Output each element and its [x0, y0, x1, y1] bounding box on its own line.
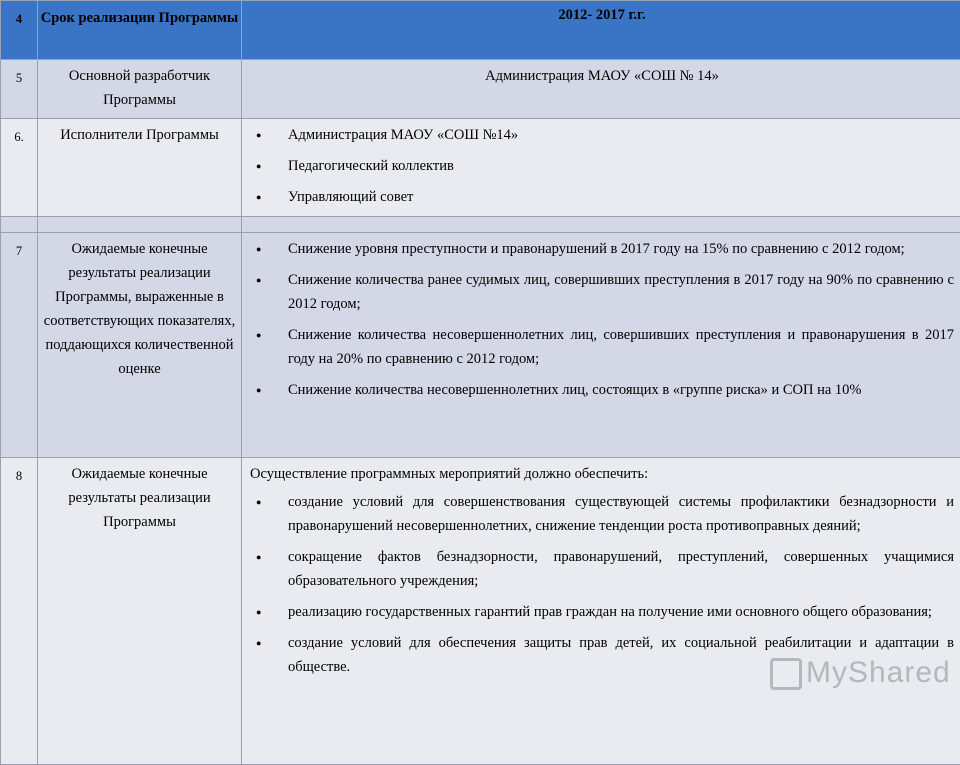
empty-cell: [1, 217, 38, 233]
row-number: 5: [1, 60, 38, 119]
row-content: [242, 458, 960, 765]
row-number: 4: [1, 1, 38, 60]
table-row: [1, 1, 960, 60]
table-row: [1, 119, 960, 217]
bullet-list: [250, 237, 954, 402]
row-number: 7: [1, 233, 38, 458]
watermark: [770, 656, 951, 690]
row-content: [242, 233, 960, 458]
row-content: [242, 119, 960, 217]
table-row: [1, 60, 960, 119]
list-item: ● Снижение уровня преступности и правонарушений в 2017 году на 15% по сравнению с 2012 годом;: [250, 237, 954, 261]
bullet-list: [250, 123, 954, 209]
list-item: ● Снижение количества несовершеннолетних лиц, совершивших преступления и правонарушения в 2017 году на 20% по сравнению с 2012 годом;: [250, 323, 954, 371]
row-label: Срок реализации Программы: [38, 1, 242, 60]
bullet-list: [250, 490, 954, 679]
list-item: ● Педагогический коллектив: [250, 154, 954, 178]
empty-cell: [242, 217, 960, 233]
watermark-logo-icon: [770, 658, 802, 690]
list-item: ● сокращение фактов безнадзорности, правонарушений, преступлений, совершенных учащимися образовательного учреждения;: [250, 545, 954, 593]
row-content: Администрация МАОУ «СОШ № 14»: [242, 60, 960, 119]
list-item: ● создание условий для совершенствования существующей системы профилактики безнадзорности и правонарушений несовершеннолетних, снижение тенденции роста противоправных деяний;: [250, 490, 954, 538]
row-label: Основной разработчик Программы: [38, 60, 242, 119]
table-row: [1, 458, 960, 765]
list-item: ● Снижение количества несовершеннолетних лиц, состоящих в «группе риска» и СОП на 10%: [250, 378, 954, 402]
list-item: ● создание условий для обеспечения защиты прав детей, их социальной реабилитации и адаптации в обществе.: [250, 631, 954, 679]
watermark-text: MyShared: [806, 656, 951, 689]
list-item: ● Управляющий совет: [250, 185, 954, 209]
empty-cell: [38, 217, 242, 233]
list-item: ● Администрация МАОУ «СОШ №14»: [250, 123, 954, 147]
row-label: Ожидаемые конечные результаты реализации Программы: [38, 458, 242, 765]
list-item: ● Снижение количества ранее судимых лиц, совершивших преступления в 2017 году на 90% по сравнению с 2012 годом;: [250, 268, 954, 316]
row-number: 6.: [1, 119, 38, 217]
spacer-row: [1, 217, 960, 233]
content-intro: Осуществление программных мероприятий должно обеспечить:: [250, 462, 954, 486]
row-label: Ожидаемые конечные результаты реализации Программы, выраженные в соответствующих показателях, поддающихся количественной оценке: [38, 233, 242, 458]
row-number: 8: [1, 458, 38, 765]
row-label: Исполнители Программы: [38, 119, 242, 217]
table-row: [1, 233, 960, 458]
list-item: ● реализацию государственных гарантий прав граждан на получение ими основного общего образования;: [250, 600, 954, 624]
row-content: 2012- 2017 г.г.: [242, 1, 960, 60]
